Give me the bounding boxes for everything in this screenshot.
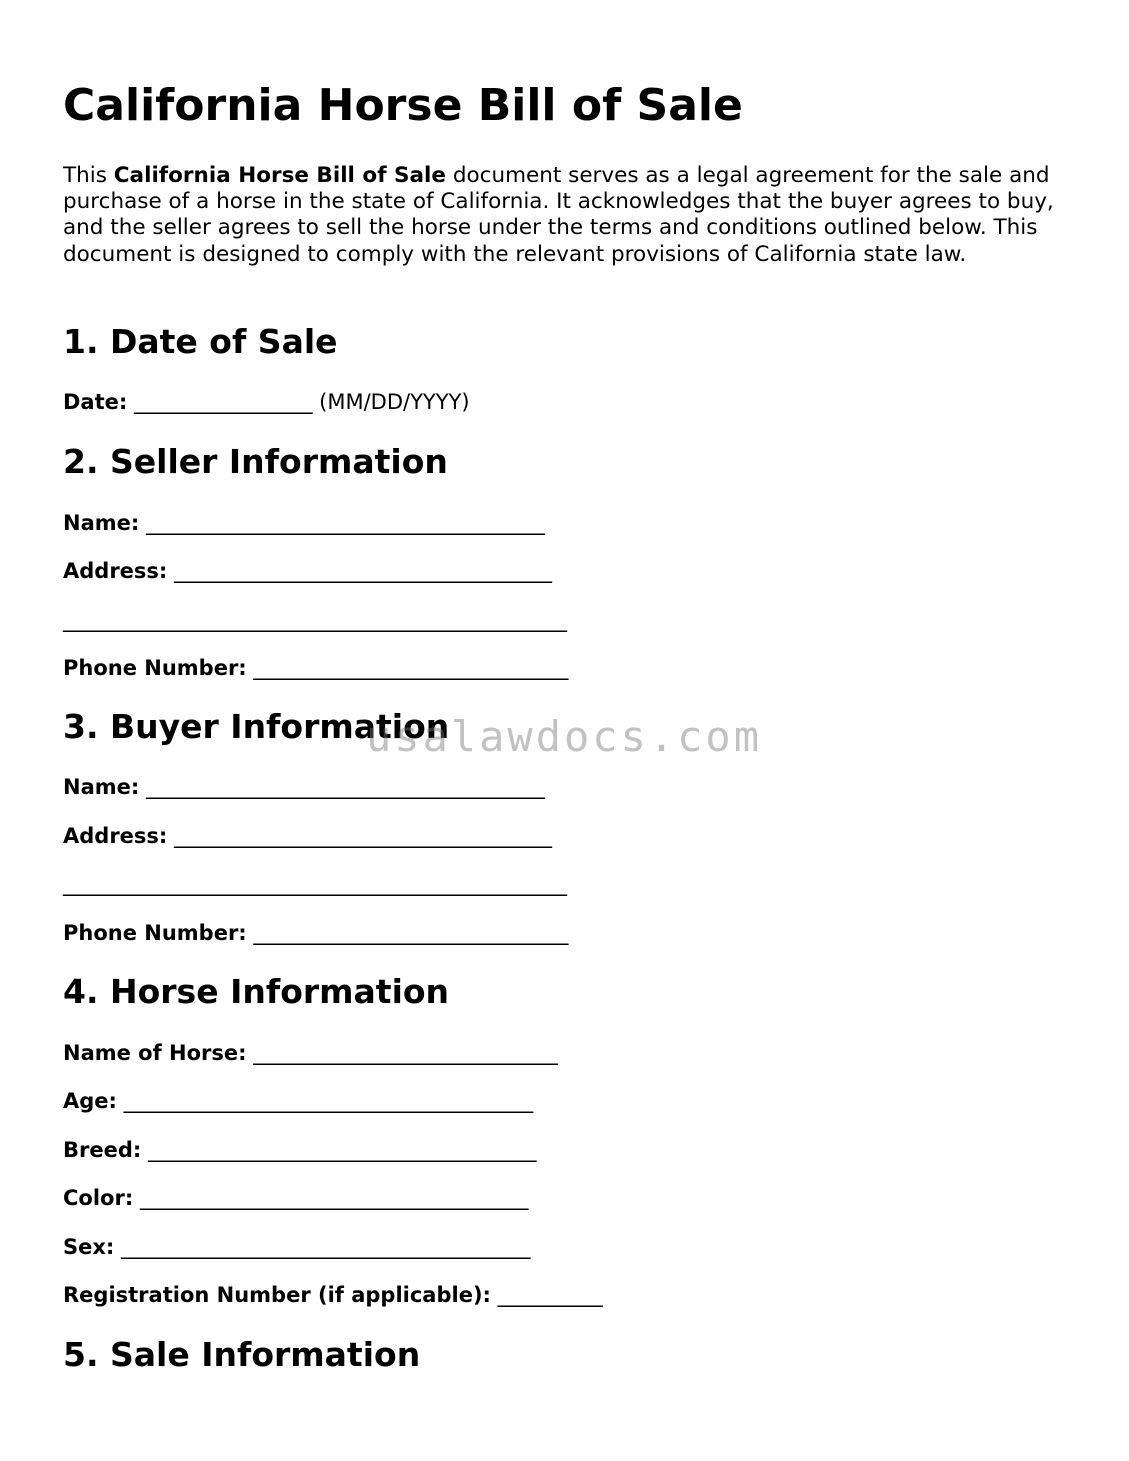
seller-name-label: Name: (63, 511, 140, 535)
watermark: usalawdocs.com (366, 712, 763, 761)
buyer-information-heading: 3. Buyer Information (63, 707, 450, 746)
seller-address-field[interactable] (63, 557, 552, 585)
buyer-address-label: Address: (63, 824, 168, 848)
seller-address-line2[interactable]: ________________________________________________ (63, 608, 567, 632)
intro-paragraph (63, 163, 1073, 268)
horse-sex-label: Sex: (63, 1235, 115, 1259)
horse-color-label: Color: (63, 1186, 134, 1210)
seller-phone-blank[interactable]: ______________________________ (246, 656, 569, 680)
seller-name-blank[interactable]: ______________________________________ (139, 511, 545, 535)
buyer-phone-label: Phone Number: (63, 921, 247, 945)
intro-prefix: This (63, 163, 114, 188)
date-of-sale-heading: 1. Date of Sale (63, 322, 338, 361)
horse-breed-blank[interactable]: _____________________________________ (141, 1138, 537, 1162)
seller-address-label: Address: (63, 559, 168, 583)
seller-information-heading: 2. Seller Information (63, 442, 448, 481)
horse-age-field[interactable] (63, 1087, 533, 1115)
horse-sex-field[interactable] (63, 1233, 531, 1261)
date-format-hint: (MM/DD/YYYY) (319, 390, 470, 414)
horse-registration-field[interactable] (63, 1281, 603, 1309)
buyer-address-blank[interactable]: ____________________________________ (167, 824, 553, 848)
seller-address-blank[interactable]: ____________________________________ (167, 559, 553, 583)
horse-registration-blank[interactable]: __________ (490, 1283, 603, 1307)
date-label: Date: (63, 390, 128, 414)
buyer-name-field[interactable] (63, 773, 545, 801)
document-title: California Horse Bill of Sale (63, 80, 743, 131)
seller-phone-label: Phone Number: (63, 656, 247, 680)
horse-registration-label: Registration Number (if applicable): (63, 1283, 491, 1307)
horse-name-label: Name of Horse: (63, 1041, 247, 1065)
horse-color-field[interactable] (63, 1184, 528, 1212)
buyer-phone-field[interactable] (63, 919, 568, 947)
horse-information-heading: 4. Horse Information (63, 972, 450, 1011)
horse-age-label: Age: (63, 1089, 117, 1113)
horse-age-blank[interactable]: _______________________________________ (116, 1089, 534, 1113)
date-blank[interactable]: _________________ (127, 390, 320, 414)
buyer-phone-blank[interactable]: ______________________________ (246, 921, 569, 945)
buyer-name-label: Name: (63, 775, 140, 799)
buyer-address-field[interactable] (63, 822, 552, 850)
horse-breed-field[interactable] (63, 1136, 536, 1164)
seller-phone-field[interactable] (63, 654, 568, 682)
buyer-address-line2[interactable]: ________________________________________________ (63, 872, 567, 896)
horse-name-blank[interactable]: _____________________________ (246, 1041, 558, 1065)
horse-breed-label: Breed: (63, 1138, 142, 1162)
intro-body: document serves as a legal agreement for the sale and purchase of a horse in the state of California. It acknowledges that the buyer agrees to buy, and the seller agrees to sell the horse under the terms and conditions outlined below. This document is designed to comply with the relevant provisions of California state law. (63, 163, 1054, 267)
buyer-name-blank[interactable]: ______________________________________ (139, 775, 545, 799)
date-field[interactable] (63, 388, 470, 416)
horse-color-blank[interactable]: _____________________________________ (133, 1186, 529, 1210)
seller-name-field[interactable] (63, 509, 545, 537)
intro-bold-title: California Horse Bill of Sale (113, 163, 446, 188)
horse-name-field[interactable] (63, 1039, 558, 1067)
sale-information-heading: 5. Sale Information (63, 1335, 421, 1374)
horse-sex-blank[interactable]: _______________________________________ (114, 1235, 531, 1259)
